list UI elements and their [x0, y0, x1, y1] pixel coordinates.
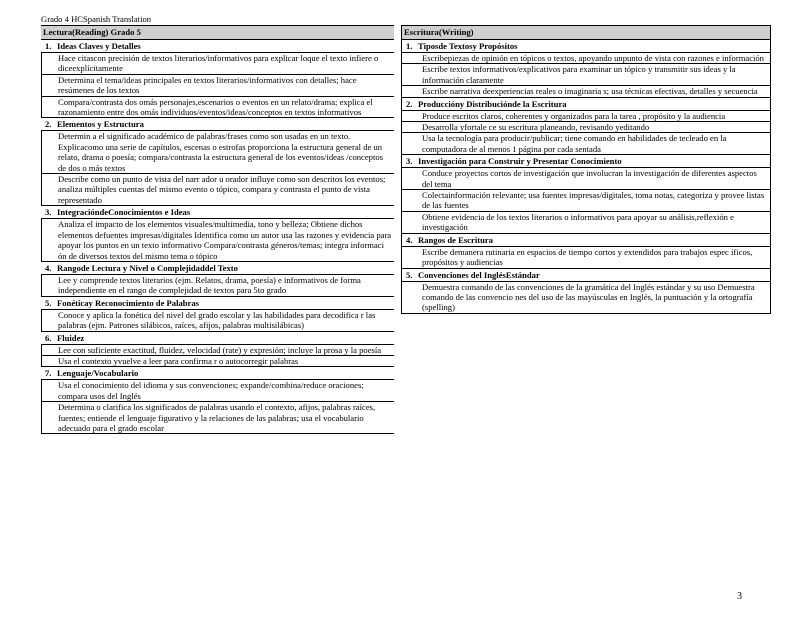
right-standard-item: Usa la tecnología para producir/publicar; tiene comando en habilidades de tecleado en la computadora de al menos 1 página por cada sentada: [401, 133, 771, 155]
left-section-heading: [41, 332, 394, 344]
right-standard-item: Escribe textos informativos/explicativos para examinar un tópico y transmitir sus ideas y la información claramente: [401, 64, 771, 86]
section-title: Fonéticay Reconocimiento de Palabras: [57, 297, 200, 308]
left-standard-item: Hace citascon precisión de textos literarios/informativos para explicar loque el texto infiere o diceexplícitamente: [41, 52, 394, 75]
section-number: 3.: [406, 156, 413, 167]
section-number: 5.: [45, 297, 52, 308]
section-title: Tiposde Textosy Propósitos: [418, 41, 518, 51]
right-standard-item: Escribe demanera rutinaria en espacios de tiempo cortos y extendidos para trabajos espec íficos, propósitos y audiencias: [401, 246, 771, 269]
right-section-heading: [401, 269, 771, 281]
section-number: 3.: [45, 207, 52, 218]
section-title: IntegracióndeConocimientos e Ideas: [57, 207, 191, 218]
left-section-heading: [41, 118, 394, 130]
section-title: Rangode Lectura y Nivel o Complejidaddel Texto: [57, 262, 238, 273]
right-standard-item: Desarrolla yfortale ce su escritura planeando, revisando yeditando: [401, 122, 771, 133]
reading-column: [41, 25, 394, 434]
left-section-heading: [41, 206, 394, 218]
left-standard-item: Usa el conocimiento del idioma y sus convenciones; expande/combina/reduce oraciones; compara usos del Inglés: [41, 379, 394, 402]
section-number: 7.: [45, 368, 52, 379]
writing-column: [401, 25, 771, 314]
left-section-heading: [41, 262, 394, 274]
left-standard-item: Conoce y aplica la fonética del nivel del grado escolar y las habilidades para decodifica r las palabras (ejm. Patrones silábicos, raíces, afijos, palabras multisilábicas): [41, 309, 394, 332]
left-standard-item: Usa el contexto yvuelve a leer para confirma r o autocorregir palabras: [41, 356, 394, 367]
left-standard-item: Determin a el significado académico de palabras/frases como son usadas en un texto. Explicacomo una serie de capítulos, escenas o estrofas proporciona la estructura general de un relato, drama o poesía; compara/contrasta la estructura general de los eventos/ideas /conceptos de dos o más textos: [41, 130, 394, 174]
right-standard-item: Demuestra comando de las convenciones de la gramática del Inglés estándar y su uso Demuestra comando de las convencio nes del uso de las mayúsculas en Inglés, la puntuación y la ortografía (spelling): [401, 281, 771, 314]
section-number: 4.: [45, 262, 52, 273]
section-number: 2.: [45, 119, 52, 130]
right-standard-item: Colectainformación relevante; usa fuentes impresas/digitales, toma notas, categoriza y provee listas de las fuentes: [401, 190, 771, 212]
section-title: Ideas Claves y Detalles: [57, 41, 141, 51]
right-section-heading: [401, 98, 771, 110]
section-title: Produccióny Distribuciónde la Escritura: [418, 98, 567, 109]
left-standard-item: Lee y comprende textos literarios (ejm. Relatos, drama, poesía) e informativos de forma independiente en el rango de complejidad de textos para 5to grado: [41, 274, 394, 297]
left-standard-item: Determina o clarifica los significados de palabras usando el contexto, afijos, palabras raíces, fuentes; entiende el lenguaje figurativo y la relaciones de las palabras; usa el vocabulario adecuado para el grado escolar: [41, 402, 394, 434]
section-title: Lenguaje/Vocabulario: [57, 368, 139, 379]
section-title: Fluidez: [57, 332, 85, 343]
section-title: Elementos y Estructura: [57, 119, 144, 130]
right-section-heading: [401, 155, 771, 167]
left-standard-item: Determina el tema/ideas principales en textos literarios/informativos con detalles; hace resúmenes de los textos: [41, 75, 394, 97]
reading-column-title: Lectura(Reading) Grado 5: [41, 25, 394, 40]
left-section-heading: [41, 297, 394, 309]
left-section-heading: [41, 367, 394, 379]
section-title: Investigación para Construir y Presentar Conocimiento: [418, 156, 622, 167]
document-header: Grado 4 HCSpanish Translation: [41, 14, 152, 24]
section-number: 6.: [45, 332, 52, 343]
left-standard-item: Analiza el impacto de los elementos visuales/multimedia, tono y belleza; Obtiene dichos elementos defuentes impresas/digitales Identifica como un autor usa las razones y evidencia para apoyar los puntos en un texto informativo Compara/contrasta géneros/temas; integra informaci ón de diversos textos del mismo tema o tópico: [41, 218, 394, 262]
section-number: 5.: [406, 269, 413, 280]
section-number: 2.: [406, 98, 413, 109]
section-title: Convenciones del InglésEstándar: [418, 269, 540, 280]
right-standard-item: Conduce proyectos cortos de investigación que involucran la investigación de diferentes aspectos del tema: [401, 167, 771, 190]
section-title: Rangos de Escritura: [418, 234, 493, 245]
left-section-heading: [41, 40, 394, 52]
page-number: 3: [737, 591, 742, 602]
left-standard-item: Compara/contrasta dos omás personajes,escenarios o eventos en un relato/drama; explica el razonamiento entre dos omás individuos/eventos/ideas/conceptos en textos informativos: [41, 97, 394, 119]
section-number: 4.: [406, 234, 413, 245]
left-standard-item: Describe como un punto de vista del narr ador u orador influye como son descritos los eventos; analiza múltiples cuentas del mismo evento o tópico, compara y contrasta el punto de vista representado: [41, 174, 394, 206]
left-standard-item: Lee con suficiente exactitud, fluidez, velocidad (rate) y expresión; incluye la prosa y la poesía: [41, 344, 394, 356]
right-standard-item: Escribe narrativa deexperiencias reales o imaginaria s; usa técnicas efectivas, detalles y secuencia: [401, 86, 771, 97]
right-section-heading: [401, 234, 771, 246]
writing-column-title: Escritura(Writing): [401, 25, 771, 40]
right-standard-item: Escribepiezas de opinión en tópicos o textos, apoyando unpunto de vista con razones e información: [401, 52, 771, 64]
section-number: 1.: [45, 41, 52, 51]
right-standard-item: Obtiene evidencia de los textos literarios o informativos para apoyar su análisis,reflexión e investigación: [401, 212, 771, 234]
right-section-heading: [401, 40, 771, 52]
right-standard-item: Produce escritos claros, coherentes y organizados para la tarea , propósito y la audiencia: [401, 110, 771, 122]
section-number: 1.: [406, 41, 413, 51]
